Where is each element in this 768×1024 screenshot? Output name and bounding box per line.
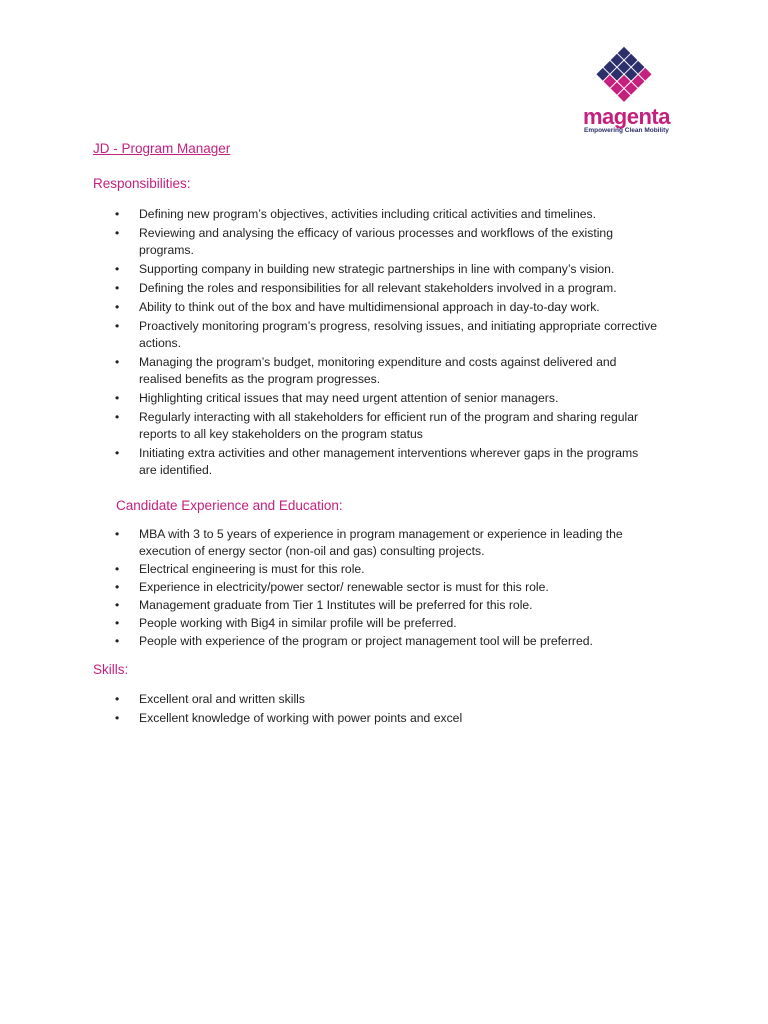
- list-item: [0, 445, 659, 479]
- bullet-icon: •: [115, 711, 120, 725]
- logo-wordmark: magenta: [583, 104, 670, 129]
- bullet-icon: •: [115, 527, 120, 541]
- list-item: [0, 633, 659, 650]
- bullet-icon: •: [115, 391, 120, 405]
- list-item-text: Ability to think out of the box and have multidimensional approach in day-to-day work.: [139, 300, 600, 314]
- bullet-icon: •: [115, 580, 120, 594]
- list-item: [0, 579, 659, 596]
- bullet-icon: •: [115, 281, 120, 295]
- bullet-icon: •: [115, 355, 120, 369]
- bullet-icon: •: [115, 692, 120, 706]
- list-item-text: Excellent oral and written skills: [139, 692, 305, 706]
- list-item: [0, 225, 659, 259]
- logo-tagline: Empowering Clean Mobility: [584, 127, 669, 134]
- bullet-icon: •: [115, 226, 120, 240]
- list-item: [0, 354, 659, 388]
- bullet-icon: •: [115, 616, 120, 630]
- list-item: [0, 615, 659, 632]
- diamond-grid-icon: [582, 46, 666, 104]
- list-item-text: Defining the roles and responsibilities for all relevant stakeholders involved in a program.: [139, 281, 617, 295]
- list-item-text: Regularly interacting with all stakeholders for efficient run of the program and sharing regular reports to all key stakeholders on the program status: [139, 410, 639, 441]
- list-item: [0, 318, 659, 352]
- list-item-text: MBA with 3 to 5 years of experience in program management or experience in leading the execution of energy sector (non-oil and gas) consulting projects.: [139, 527, 623, 558]
- bullet-icon: •: [115, 207, 120, 221]
- list-item-text: Defining new program’s objectives, activities including critical activities and timelines.: [139, 207, 597, 221]
- list-item-text: Reviewing and analysing the efficacy of various processes and workflows of the existing programs.: [139, 226, 613, 257]
- list-item-text: Management graduate from Tier 1 Institutes will be preferred for this role.: [139, 598, 533, 612]
- list-item-text: Excellent knowledge of working with power points and excel: [139, 711, 463, 725]
- list-item: [0, 691, 659, 708]
- bullet-icon: •: [115, 300, 120, 314]
- candidate-heading: Candidate Experience and Education:: [116, 498, 343, 513]
- list-item: [0, 597, 659, 614]
- company-logo: [578, 46, 668, 138]
- responsibilities-list: [0, 206, 659, 481]
- page-title: JD - Program Manager: [93, 141, 231, 156]
- bullet-icon: •: [115, 562, 120, 576]
- bullet-icon: •: [115, 262, 120, 276]
- bullet-icon: •: [115, 598, 120, 612]
- list-item-text: Proactively monitoring program’s progress, resolving issues, and initiating appropriate corrective actions.: [139, 319, 657, 350]
- list-item: [0, 561, 659, 578]
- bullet-icon: •: [115, 446, 120, 460]
- candidate-list: [0, 526, 659, 651]
- list-item: [0, 390, 659, 407]
- list-item: [0, 409, 659, 443]
- bullet-icon: •: [115, 634, 120, 648]
- list-item: [0, 261, 659, 278]
- list-item: [0, 299, 659, 316]
- bullet-icon: •: [115, 319, 120, 333]
- skills-list: [0, 691, 659, 729]
- bullet-icon: •: [115, 410, 120, 424]
- responsibilities-heading: Responsibilities:: [93, 176, 191, 191]
- list-item-text: Managing the program’s budget, monitoring expenditure and costs against delivered and realised benefits as the program progresses.: [139, 355, 617, 386]
- list-item: [0, 206, 659, 223]
- skills-heading: Skills:: [93, 662, 129, 677]
- list-item: [0, 710, 659, 727]
- list-item: [0, 526, 659, 560]
- list-item: [0, 280, 659, 297]
- list-item-text: Experience in electricity/power sector/ renewable sector is must for this role.: [139, 580, 549, 594]
- list-item-text: People working with Big4 in similar profile will be preferred.: [139, 616, 457, 630]
- list-item-text: Supporting company in building new strategic partnerships in line with company’s vision.: [139, 262, 615, 276]
- list-item-text: Electrical engineering is must for this role.: [139, 562, 365, 576]
- list-item-text: People with experience of the program or project management tool will be preferred.: [139, 634, 593, 648]
- list-item-text: Highlighting critical issues that may need urgent attention of senior managers.: [139, 391, 559, 405]
- list-item-text: Initiating extra activities and other management interventions wherever gaps in the programs are identified.: [139, 446, 639, 477]
